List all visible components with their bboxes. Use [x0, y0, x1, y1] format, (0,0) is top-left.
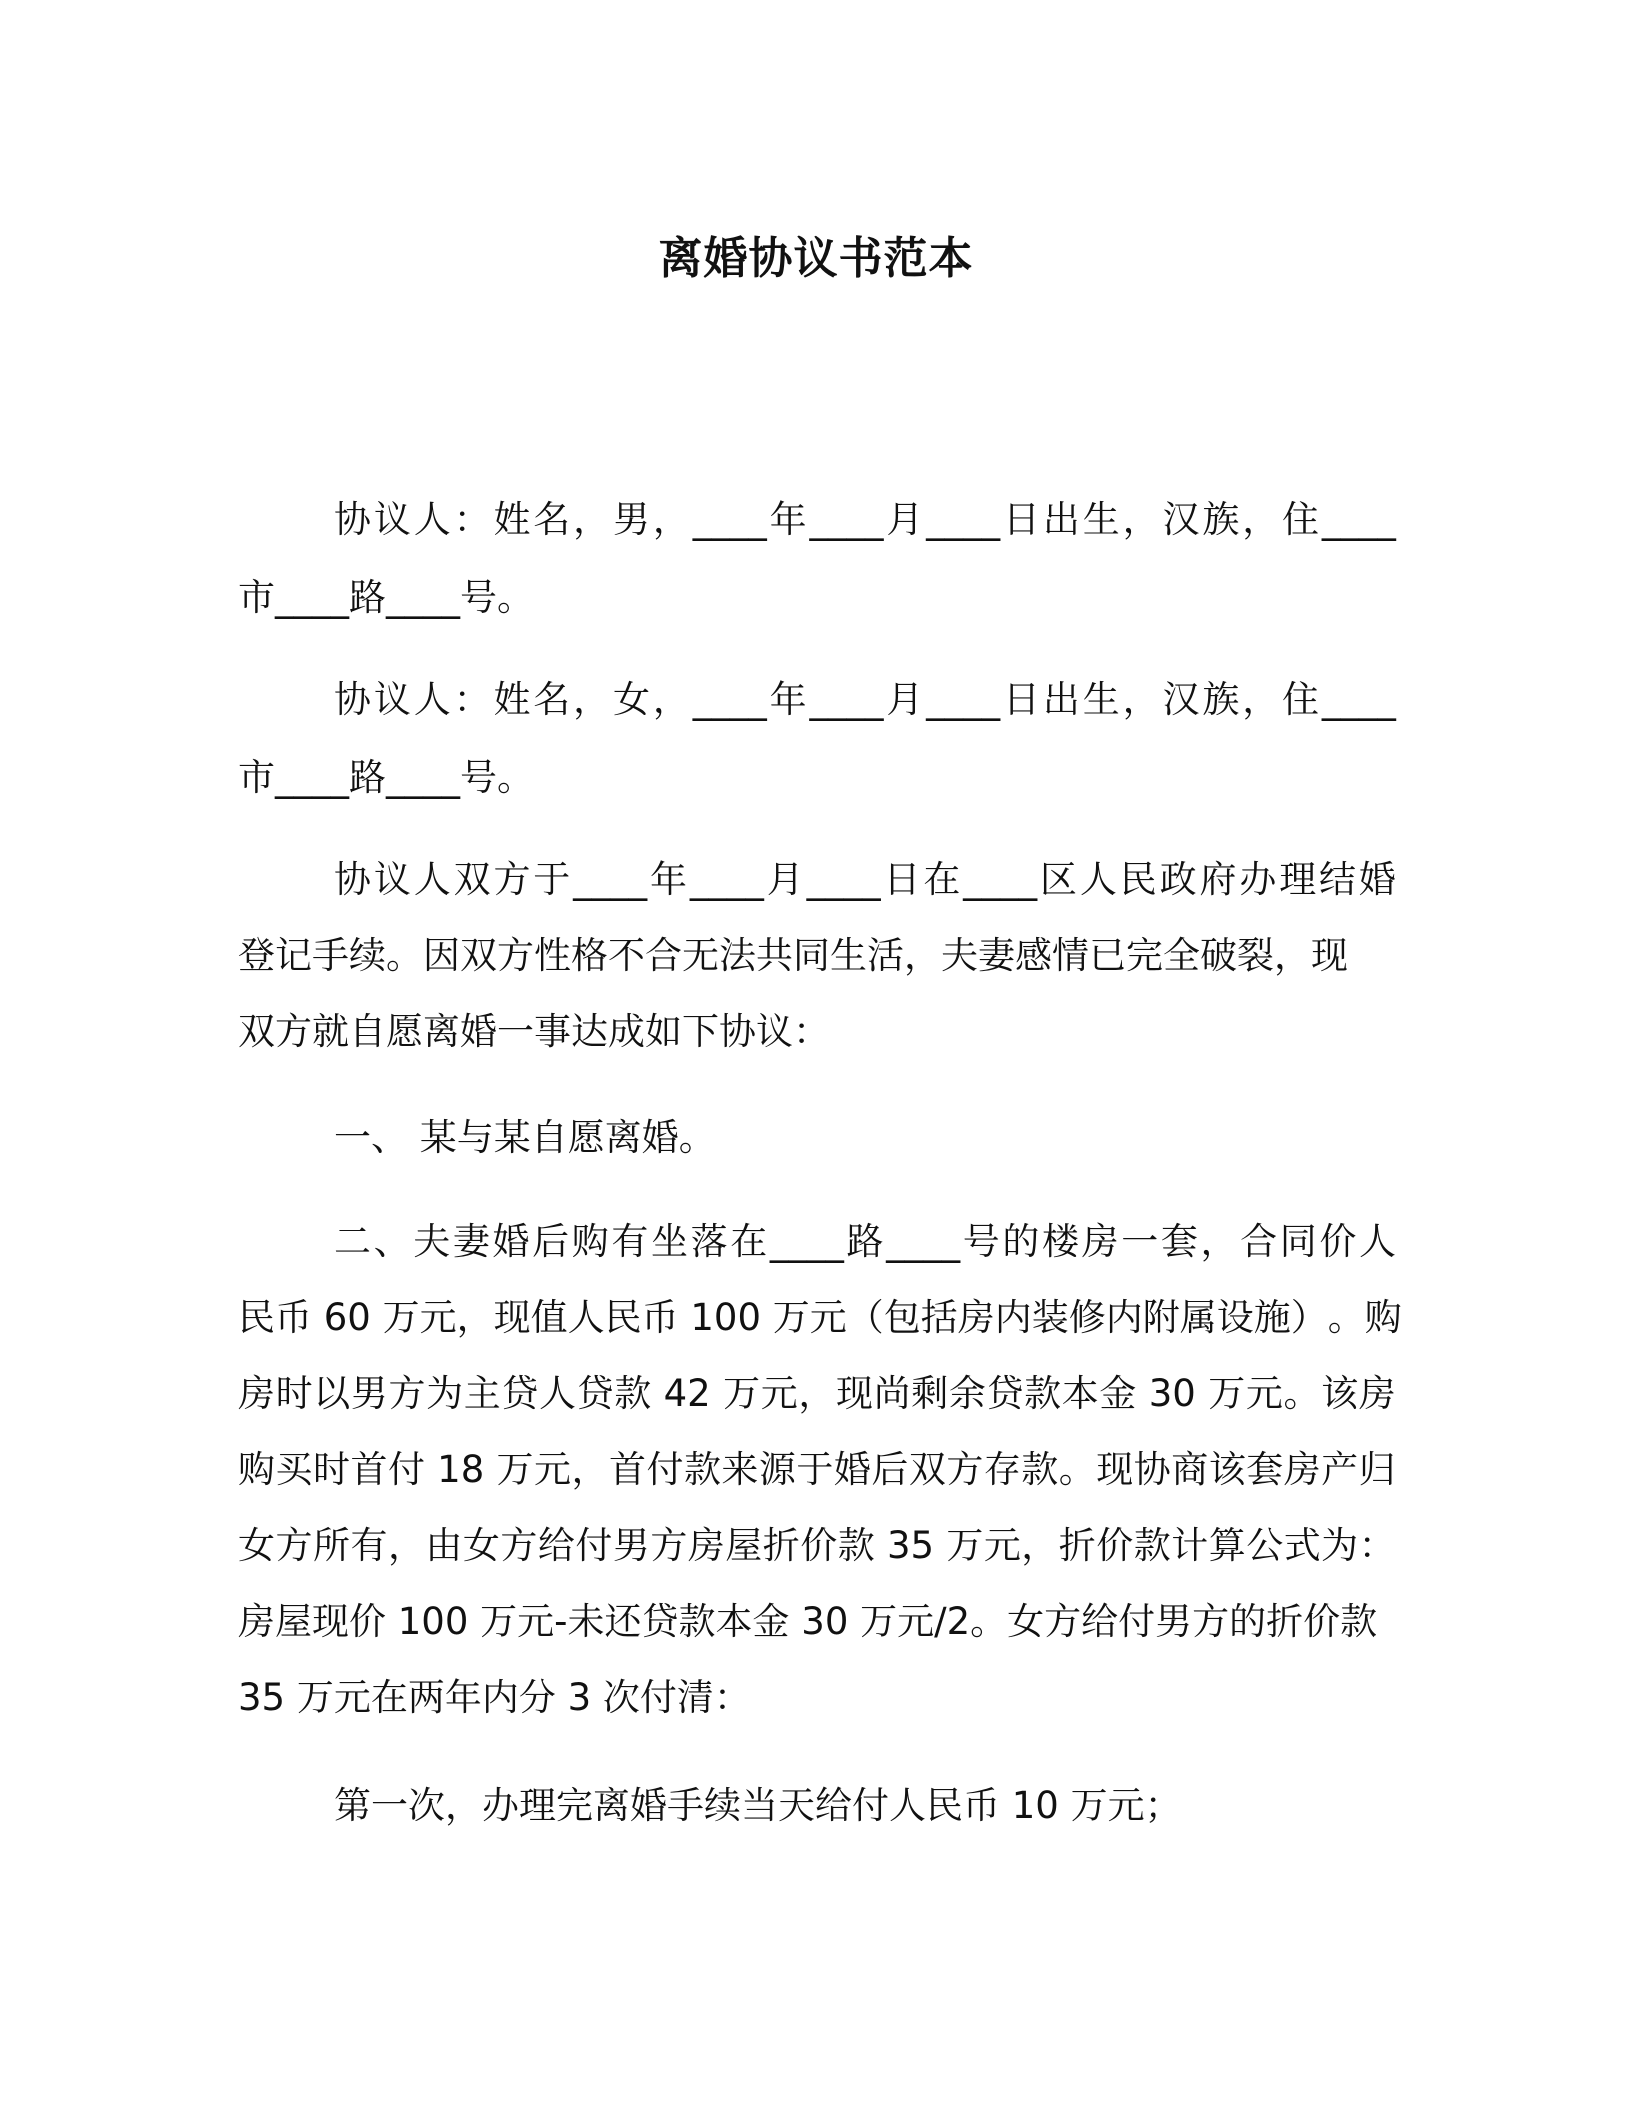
- paragraph-5-line-7: 35 万元在两年内分 3 次付清：: [238, 1676, 751, 1719]
- paragraph-5-line-2: 民 币 60 万 元 ， 现 值 人 民 币 100 万 元 （ 包 括 房 内 装 修 内 附 属 设 施 ） 。 购: [238, 1296, 1402, 1339]
- paragraph-5-line-3: 房 时 以 男 方 为 主 贷 人 贷 款 42 万 元 ， 现 尚 剩 余 贷 款 本 金 30 万 元 。 该 房: [238, 1372, 1396, 1415]
- paragraph-3-line-1: 协 议 人 双 方 于 ____ 年 ____ 月 ____ 日 在 ____ 区 人 民 政 府 办 理 结 婚: [334, 858, 1396, 901]
- paragraph-3-line-2: 登 记 手 续 。 因 双 方 性 格 不 合 无 法 共 同 生 活 ， 夫 妻 感 情 已 完 全 破 裂 ， 现: [238, 934, 1348, 977]
- paragraph-5-line-4: 购 买 时 首 付 18 万 元 ， 首 付 款 来 源 于 婚 后 双 方 存 款 。 现 协 商 该 套 房 产 归: [238, 1448, 1396, 1491]
- paragraph-1-line-1: 协 议 人 ： 姓 名 ， 男 ， ____ 年 ____ 月 ____ 日 出 生 ， 汉 族 ， 住 ____: [334, 498, 1396, 541]
- paragraph-5-line-1: 二 、 夫 妻 婚 后 购 有 坐 落 在 ____ 路 ____ 号 的 楼 房 一 套 ， 合 同 价 人: [334, 1220, 1396, 1263]
- paragraph-4-line-1: 一、 某与某自愿离婚。: [334, 1116, 716, 1159]
- paragraph-6-line-1: 第一次，办理完离婚手续当天给付人民币 10 万元；: [334, 1784, 1182, 1827]
- paragraph-2-line-1: 协 议 人 ： 姓 名 ， 女 ， ____ 年 ____ 月 ____ 日 出 生 ， 汉 族 ， 住 ____: [334, 678, 1396, 721]
- document-title: 离婚协议书范本: [658, 233, 974, 284]
- paragraph-1-line-2: 市____路____号。: [238, 576, 534, 619]
- paragraph-5-line-6: 房 屋 现 价 100 万 元 - 未 还 贷 款 本 金 30 万 元 /2 。 女 方 给 付 男 方 的 折 价 款: [238, 1600, 1378, 1643]
- paragraph-2-line-2: 市____路____号。: [238, 756, 534, 799]
- paragraph-3-line-3: 双方就自愿离婚一事达成如下协议：: [238, 1010, 830, 1053]
- paragraph-5-line-5: 女 方 所 有 ， 由 女 方 给 付 男 方 房 屋 折 价 款 35 万 元 ， 折 价 款 计 算 公 式 为 ：: [238, 1524, 1396, 1567]
